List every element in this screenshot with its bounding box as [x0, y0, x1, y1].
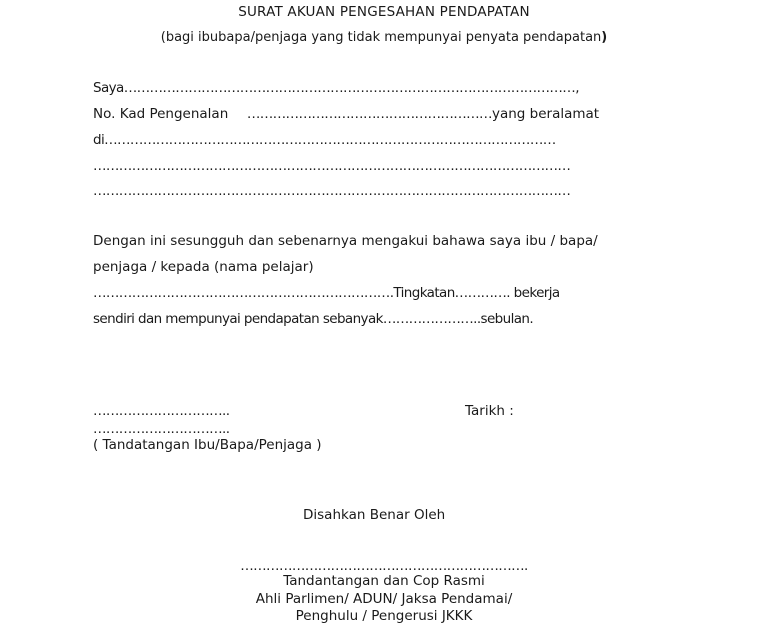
address-line-1: di…………………………………………………………………………………………… [93, 132, 556, 148]
declaration-line-2: penjaga / kepada (nama pelajar) [93, 259, 314, 275]
date-label: Tarikh : [465, 403, 514, 419]
parent-signature-caption: ( Tandatangan Ibu/Bapa/Penjaga ) [93, 437, 322, 453]
subtitle-text: (bagi ibubapa/penjaga yang tidak mempunyai penyata pendapatan [160, 30, 602, 45]
official-caption-line-3: Penghulu / Pengerusi JKKK [295, 608, 473, 624]
verification-heading: Disahkan Benar Oleh [303, 507, 446, 523]
declaration-line-1: Dengan ini sesungguh dan sebenarnya mengakui bahawa saya ibu / bapa/ [93, 233, 598, 249]
date-dots: ………………………….. [93, 421, 230, 437]
official-signature-dots: …………………………………………………………. [240, 558, 528, 574]
address-label: yang beralamat [491, 106, 600, 122]
declarant-name-line: Saya……………………………………………………………………………………………, [93, 80, 579, 96]
ic-number-line [93, 106, 599, 122]
parent-signature-dots: ………………………….. [93, 403, 230, 419]
declaration-line-4: sendiri dan mempunyai pendapatan sebanyak…………………..sebulan. [93, 311, 534, 327]
ic-number-dots: ………………………………………………… [246, 106, 492, 122]
declaration-line-3: …………………………………………………………….Tingkatan…………. bekerja [93, 285, 560, 301]
official-caption-line-2: Ahli Parlimen/ ADUN/ Jaksa Pendamai/ [255, 591, 513, 607]
ic-number-label: No. Kad Pengenalan [93, 106, 229, 122]
address-line-2: ………………………………………………………………………………………………… [93, 158, 571, 174]
address-line-3: ………………………………………………………………………………………………… [93, 183, 571, 199]
subtitle-close-paren: ) [601, 30, 608, 45]
document-title: SURAT AKUAN PENGESAHAN PENDAPATAN [238, 4, 530, 20]
official-caption-line-1: Tandantangan dan Cop Rasmi [283, 573, 485, 589]
document-subtitle [0, 30, 768, 45]
